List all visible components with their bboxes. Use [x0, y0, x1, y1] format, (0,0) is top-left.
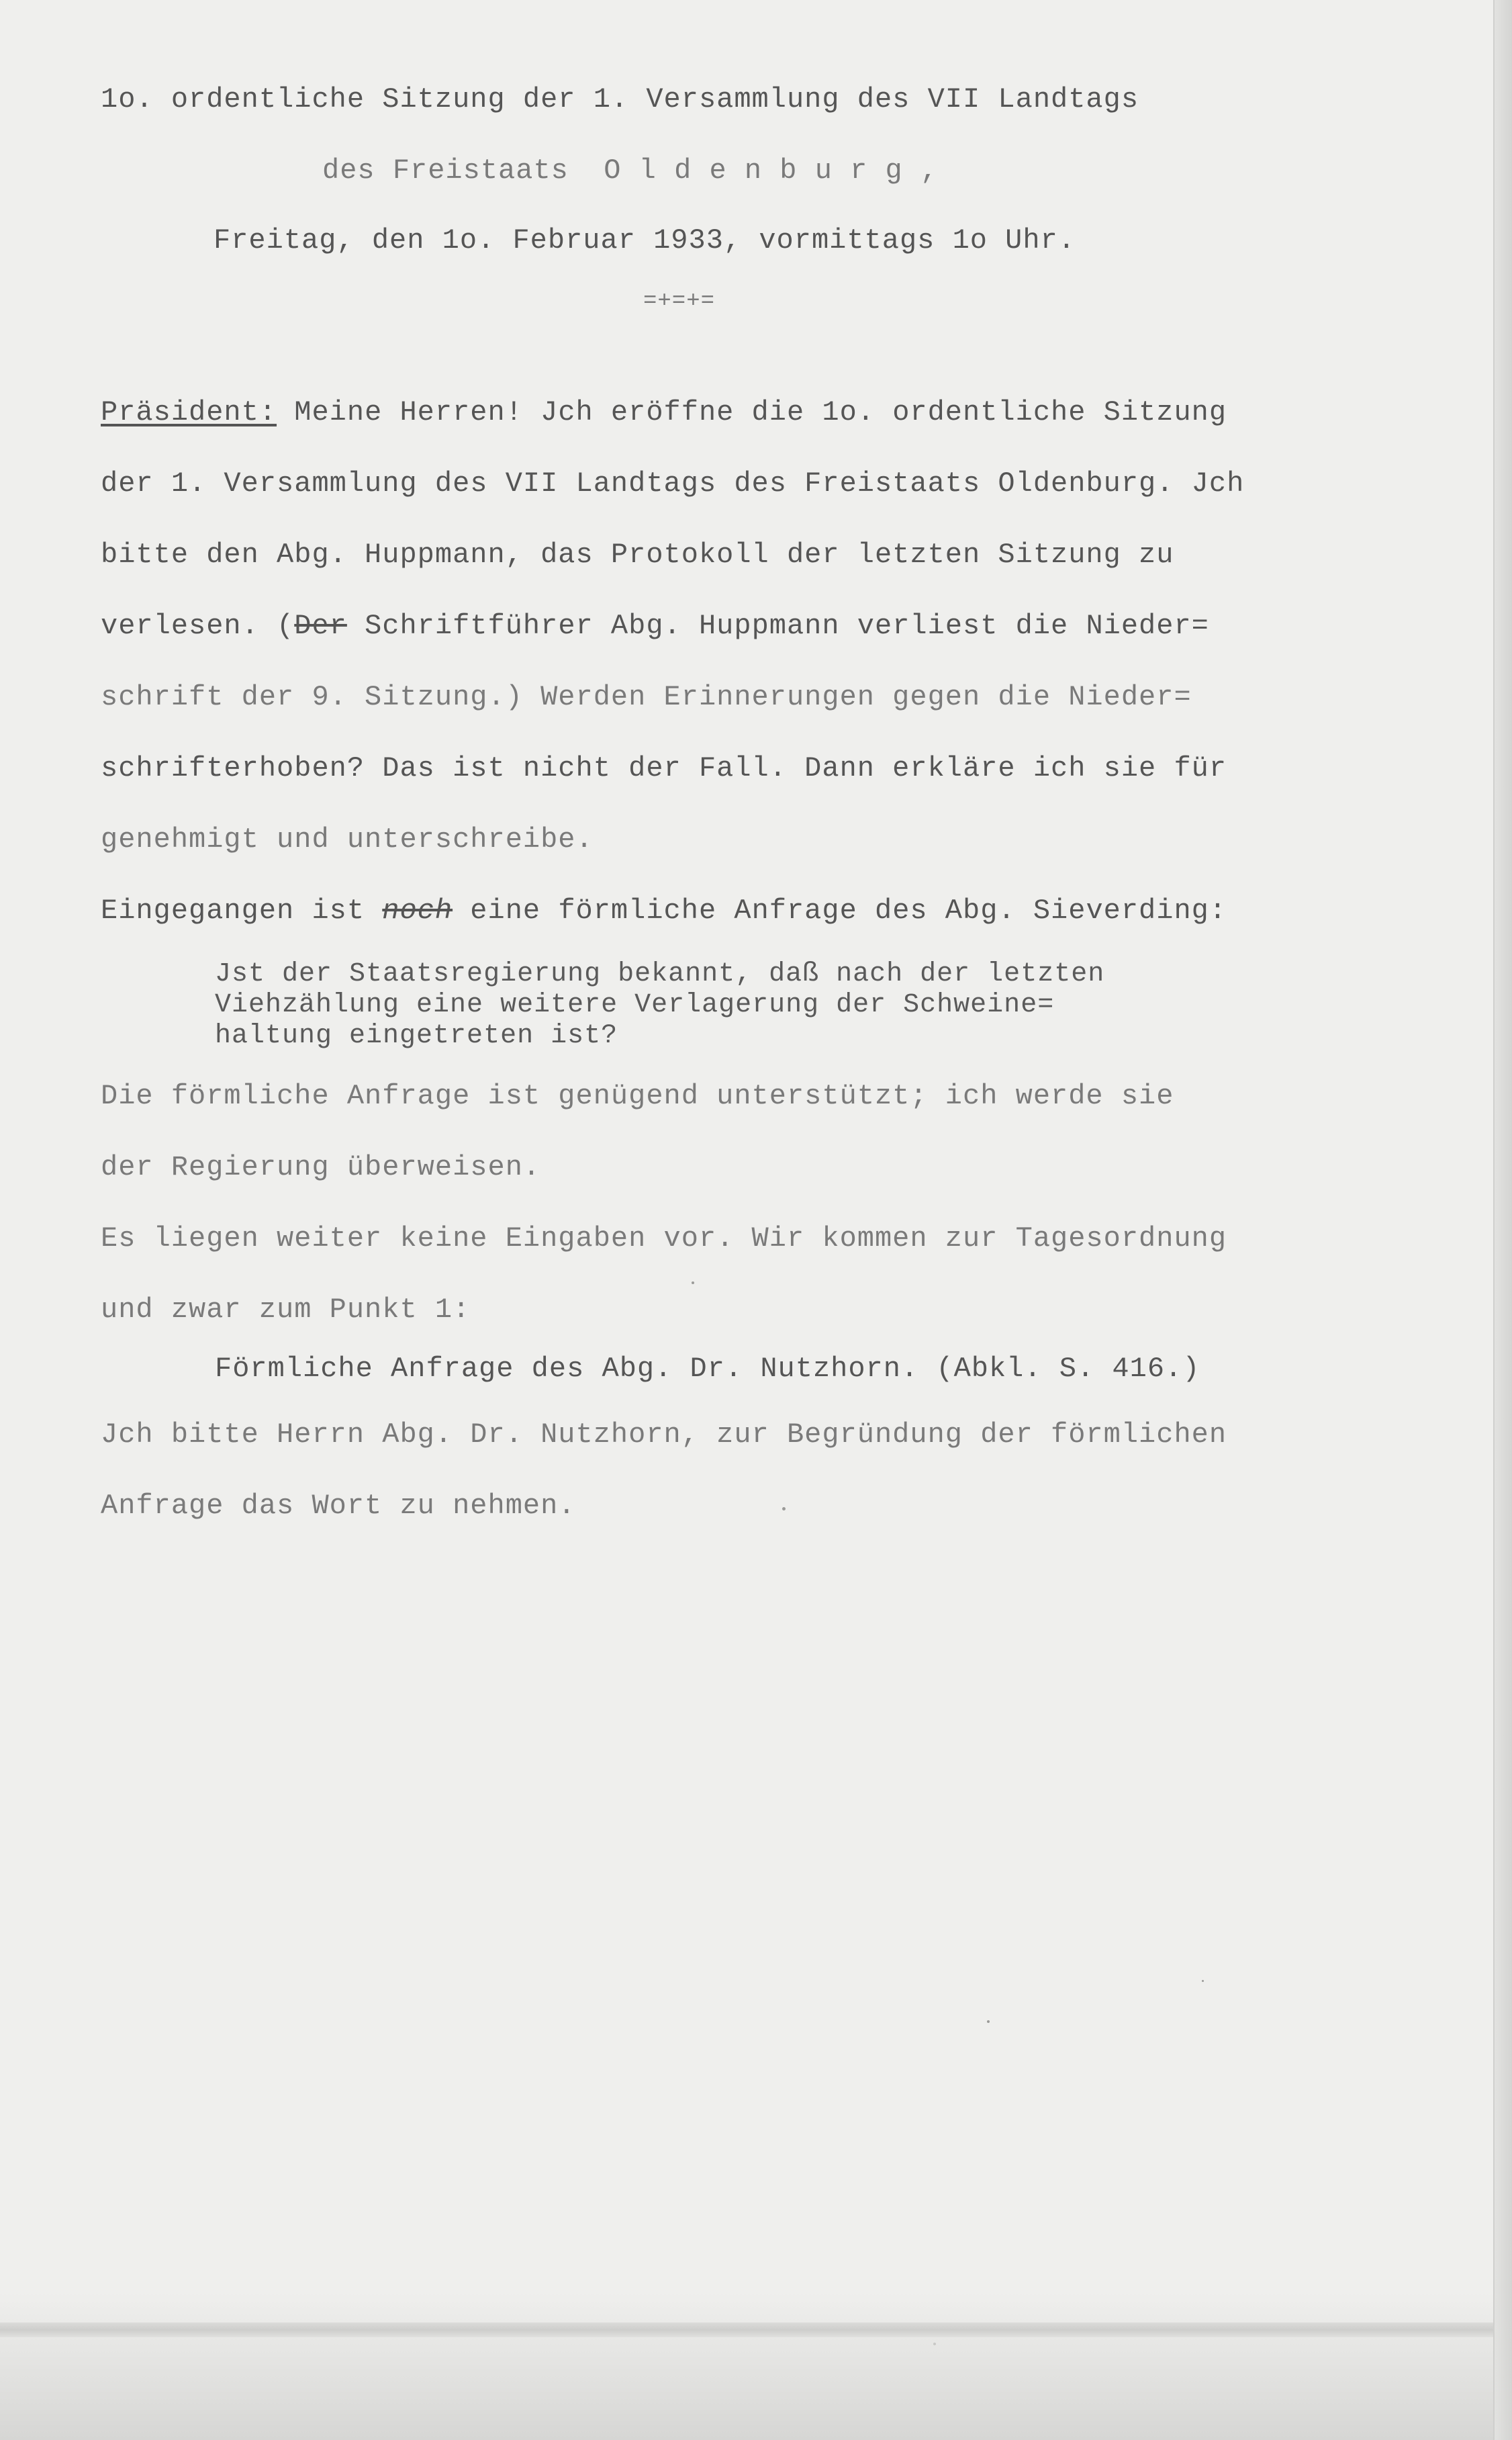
paragraph-3-line-2: der Regierung überweisen. — [101, 1151, 541, 1183]
paragraph-4-line-2: und zwar zum Punkt 1: — [101, 1294, 471, 1326]
header-title-line: 1o. ordentliche Sitzung der 1. Versammlung des VII Landtags — [101, 83, 1139, 116]
scan-bottom-shading — [0, 2292, 1512, 2440]
paragraph-1-line-5: schrift der 9. Sitzung.) Werden Erinnerungen gegen die Nieder= — [101, 681, 1192, 713]
scan-speck — [692, 1281, 694, 1284]
paragraph-1-line-1-text: Meine Herren! Jch eröffne die 1o. ordentliche Sitzung — [277, 396, 1227, 428]
quote-line-3: haltung eingetreten ist? — [215, 1021, 618, 1051]
paragraph-4-line-1: Es liegen weiter keine Eingaben vor. Wir kommen zur Tagesordnung — [101, 1222, 1227, 1255]
scan-speck — [782, 1507, 786, 1510]
paragraph-3-line-1: Die förmliche Anfrage ist genügend unterstützt; ich werde sie — [101, 1080, 1174, 1112]
paragraph-1-line-4 — [101, 610, 1209, 642]
header-date-line: Freitag, den 1o. Februar 1933, vormittags 1o Uhr. — [214, 224, 1076, 257]
speaker-label: Präsident: — [101, 396, 277, 428]
paragraph-6-line-2: Anfrage das Wort zu nehmen. — [101, 1490, 576, 1522]
paragraph-1-line-4-a: verlesen. ( — [101, 610, 295, 642]
scan-speck — [1202, 1980, 1204, 1982]
scan-bottom-edge — [0, 2322, 1495, 2337]
paragraph-2-line-1 — [101, 895, 1227, 927]
scan-speck — [987, 2020, 990, 2023]
paragraph-1-line-4-b: Schriftführer Abg. Huppmann verliest die Nieder= — [346, 610, 1209, 642]
paragraph-1-line-1 — [101, 396, 1227, 428]
agenda-item-1: Förmliche Anfrage des Abg. Dr. Nutzhorn. (Abkl. S. 416.) — [215, 1353, 1200, 1385]
header-subtitle-line: des Freistaats O l d e n b u r g , — [322, 154, 939, 187]
handwritten-struck-word: noch — [382, 895, 453, 927]
quote-line-2: Viehzählung eine weitere Verlagerung der Schweine= — [215, 990, 1055, 1020]
scan-right-edge — [1493, 0, 1512, 2440]
paragraph-1-line-3: bitte den Abg. Huppmann, das Protokoll der letzten Sitzung zu — [101, 539, 1174, 571]
struck-word: Der — [294, 610, 347, 642]
paragraph-2-line-1-b: eine förmliche Anfrage des Abg. Sieverding: — [453, 895, 1227, 927]
paragraph-1-line-2: der 1. Versammlung des VII Landtags des Freistaats Oldenburg. Jch — [101, 467, 1245, 500]
paragraph-2-line-1-a: Eingegangen ist — [101, 895, 383, 927]
header-separator: =+=+= — [643, 289, 716, 314]
paragraph-1-line-7: genehmigt und unterschreibe. — [101, 823, 594, 856]
paragraph-6-line-1: Jch bitte Herrn Abg. Dr. Nutzhorn, zur Begründung der förmlichen — [101, 1418, 1227, 1451]
quote-line-1: Jst der Staatsregierung bekannt, daß nach der letzten — [215, 959, 1105, 989]
paragraph-1-line-6: schrifterhoben? Das ist nicht der Fall. Dann erkläre ich sie für — [101, 752, 1227, 784]
